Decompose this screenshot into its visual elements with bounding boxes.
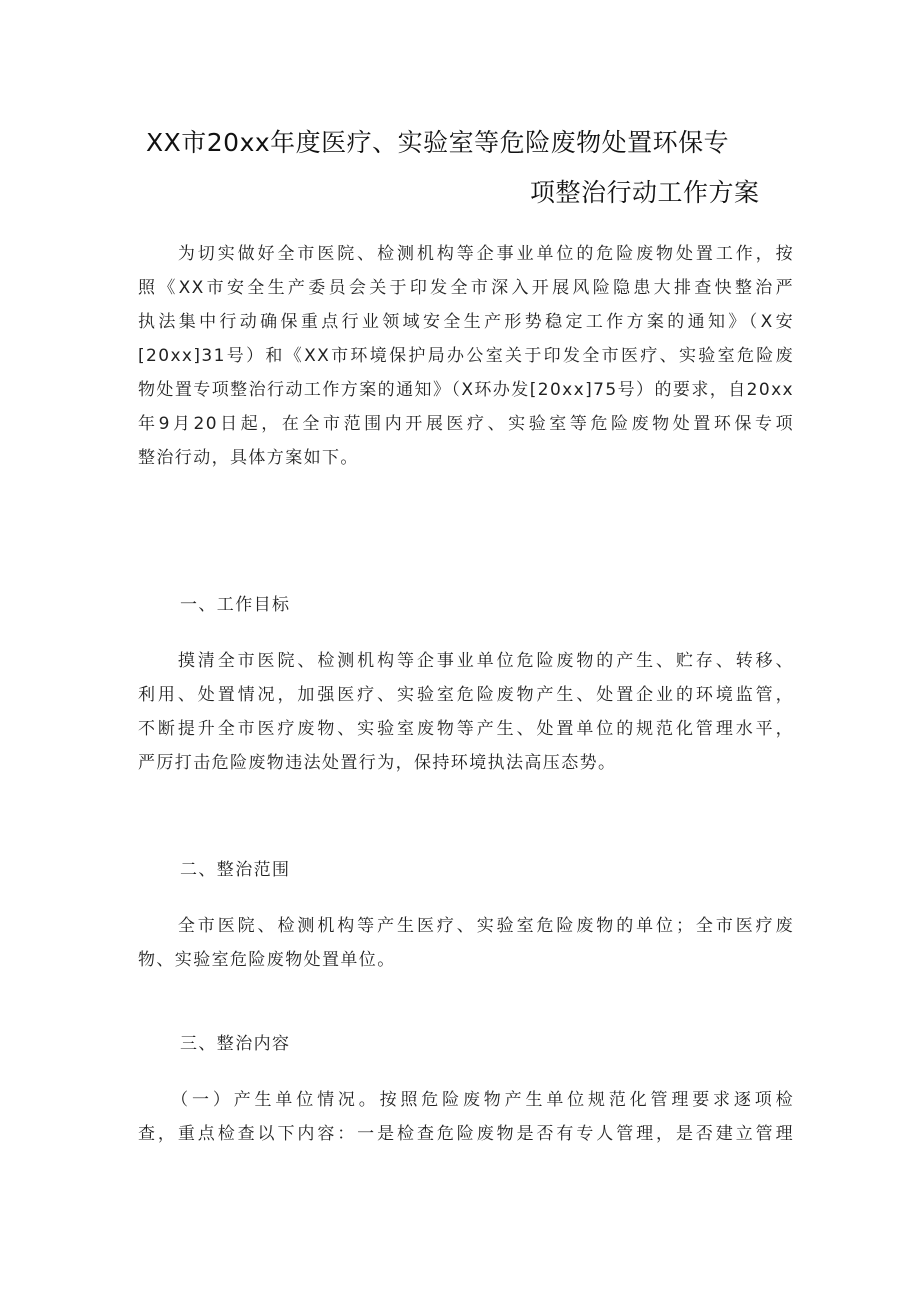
scope-line: 全市医院、检测机构等产生医疗、实验室危险废物的单位；全市医疗废 xyxy=(138,916,794,936)
intro-line: 年9月20日起，在全市范围内开展医疗、实验室等危险废物处置环保专项 xyxy=(138,414,794,434)
goals-line: 不断提升全市医疗废物、实验室废物等产生、处置单位的规范化管理水平， xyxy=(138,719,794,739)
goals-line: 利用、处置情况，加强医疗、实验室危险废物产生、处置企业的环境监管， xyxy=(138,685,794,705)
content-line: （一）产生单位情况。按照危险废物产生单位规范化管理要求逐项检 xyxy=(138,1090,794,1110)
intro-line: 为切实做好全市医院、检测机构等企事业单位的危险废物处置工作，按 xyxy=(138,244,794,264)
intro-line: 整治行动，具体方案如下。 xyxy=(138,448,359,468)
intro-line: 照《XX市安全生产委员会关于印发全市深入开展风险隐患大排查快整治严 xyxy=(138,278,794,298)
goals-paragraph xyxy=(138,644,794,780)
intro-line: 物处置专项整治行动工作方案的通知》（X环办发[20xx]75号）的要求，自20xx xyxy=(138,380,794,400)
goals-line: 摸清全市医院、检测机构等企事业单位危险废物的产生、贮存、转移、 xyxy=(138,651,794,671)
content-paragraph xyxy=(138,1083,794,1151)
section-heading-content: 三、整治内容 xyxy=(180,1034,291,1054)
section-heading-scope: 二、整治范围 xyxy=(180,860,291,880)
section-heading-goals: 一、工作目标 xyxy=(180,595,291,615)
goals-line: 严厉打击危险废物违法处置行为，保持环境执法高压态势。 xyxy=(138,753,617,773)
document-title-line-1: XX市20xx年度医疗、实验室等危险废物处置环保专 xyxy=(146,128,730,157)
document-title-line-2: 项整治行动工作方案 xyxy=(530,178,760,207)
intro-line: 执法集中行动确保重点行业领域安全生产形势稳定工作方案的通知》（X安 xyxy=(138,312,794,332)
scope-paragraph xyxy=(138,909,794,977)
intro-paragraph xyxy=(138,237,794,475)
scope-line: 物、实验室危险废物处置单位。 xyxy=(138,950,396,970)
intro-line: [20xx]31号）和《XX市环境保护局办公室关于印发全市医疗、实验室危险废 xyxy=(138,346,794,366)
content-line: 查，重点检查以下内容：一是检查危险废物是否有专人管理，是否建立管理 xyxy=(138,1124,794,1144)
